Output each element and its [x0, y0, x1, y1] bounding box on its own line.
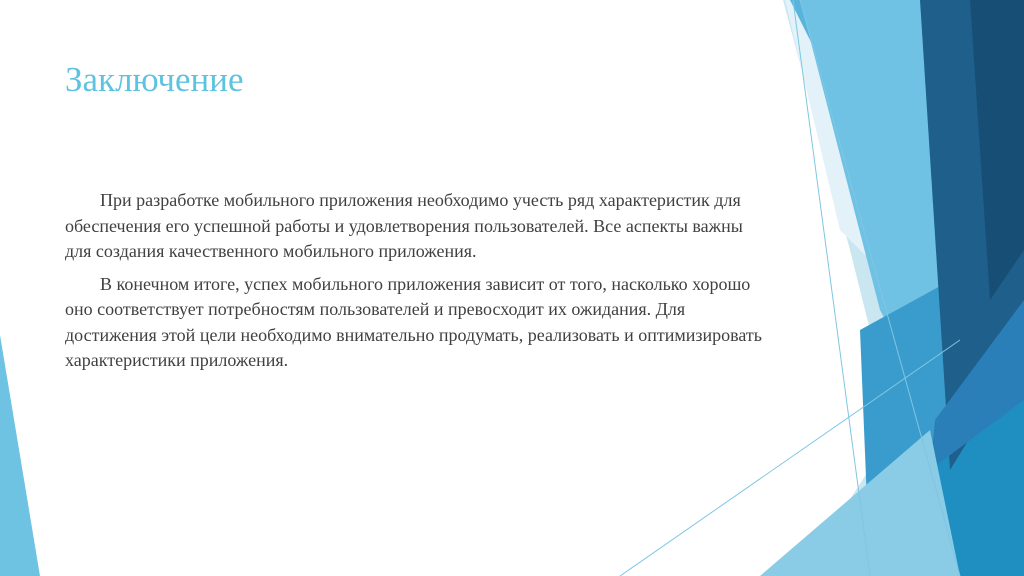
paragraph-2: В конечном итоге, успех мобильного приложения зависит от того, насколько хорошо оно соответствует потребностям пользователей и превосходит их ожидания. Для достижения этой цели необходимо внимательно продумать, реализовать и оптимизировать характеристики приложения. [65, 273, 762, 370]
slide-title: Заключение [65, 60, 244, 99]
left-edge-shape [0, 335, 40, 576]
paragraph-1: При разработке мобильного приложения необходимо учесть ряд характеристик для обеспечения его успешной работы и удовлетворения пользователей. Все аспекты важны для создания качественного мобильного приложения. [65, 190, 743, 261]
slide-body [65, 188, 765, 381]
